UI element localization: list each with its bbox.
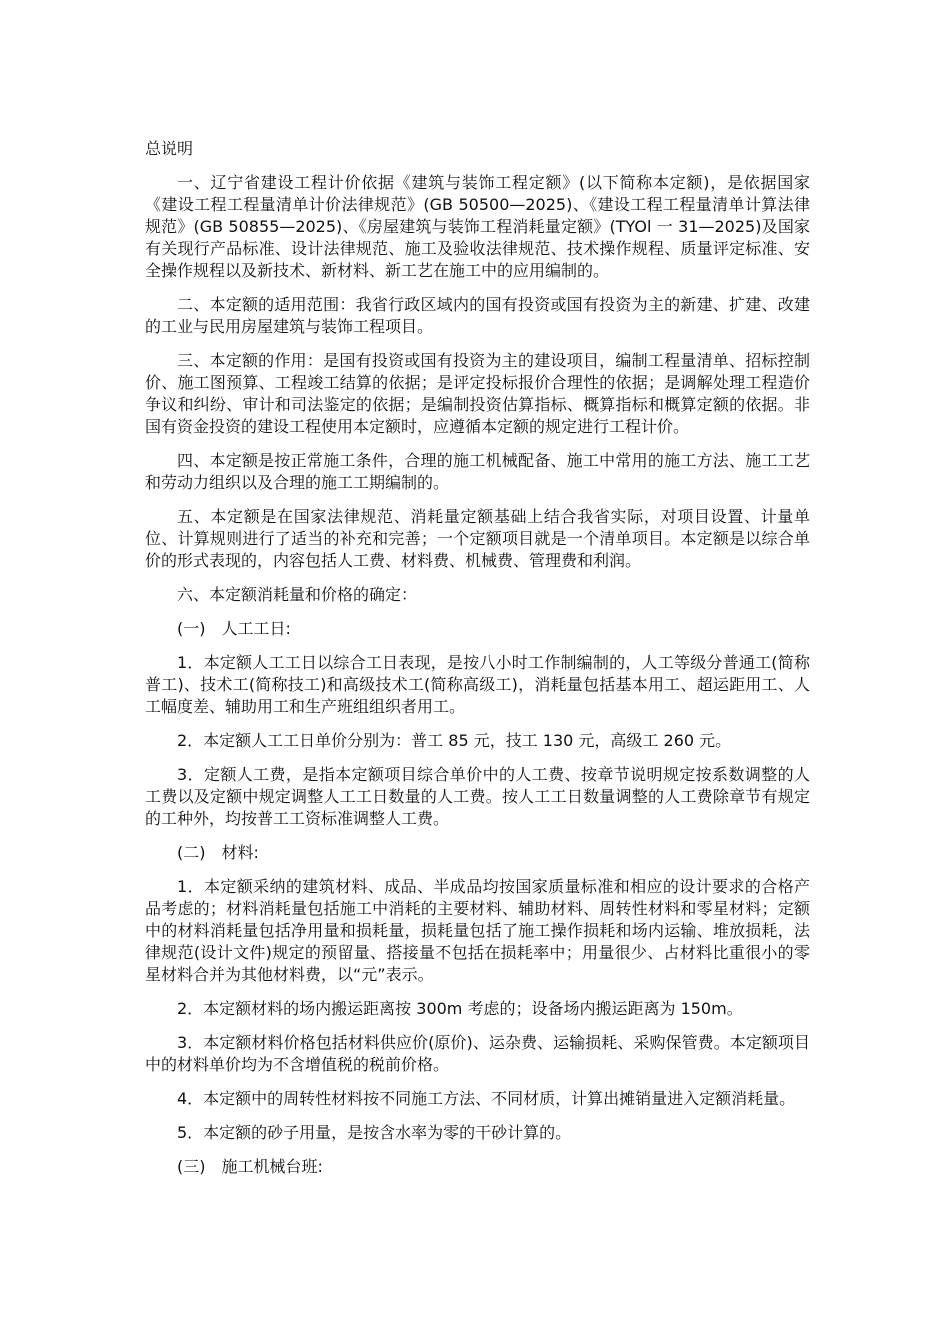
paragraph: 1．本定额人工工日以综合工日表现，是按八小时工作制编制的，人工等级分普通工(简称普工)、技术工(简称技工)和高级技术工(简称高级工)，消耗量包括基本用工、超运距用工、人工幅度差、辅助用工和生产班组组织者用工。 [145,653,810,716]
section-heading: (二) 材料: [177,843,259,862]
paragraph: 4．本定额中的周转性材料按不同施工方法、不同材质，计算出摊销量进入定额消耗量。 [177,1089,796,1108]
paragraph: 三、本定额的作用：是国有投资或国有投资为主的建设项目，编制工程量清单、招标控制价、施工图预算、工程竣工结算的依据；是评定投标报价合理性的依据；是调解处理工程造价争议和纠纷、审计和司法鉴定的依据；是编制投资估算指标、概算指标和概算定额的依据。非国有资金投资的建设工程使用本定额时，应遵循本定额的规定进行工程计价。 [145,351,810,436]
document-title: 总说明 [145,139,194,158]
paragraph: 3．本定额材料价格包括材料供应价(原价)、运杂费、运输损耗、采购保管费。本定额项目中的材料单价均为不含增值税的税前价格。 [145,1033,810,1074]
document-page [145,138,810,1190]
section-heading: (一) 人工工日: [177,619,291,638]
paragraph: 二、本定额的适用范围：我省行政区域内的国有投资或国有投资为主的新建、扩建、改建的工业与民用房屋建筑与装饰工程项目。 [145,295,810,336]
paragraph: 2．本定额人工工日单价分别为：普工 85 元，技工 130 元，高级工 260 元。 [177,731,732,750]
paragraph: 2．本定额材料的场内搬运距离按 300m 考虑的；设备场内搬运距离为 150m。 [177,999,743,1018]
paragraph: 3．定额人工费，是指本定额项目综合单价中的人工费、按章节说明规定按系数调整的人工费以及定额中规定调整人工工日数量的人工费。按人工工日数量调整的人工费除章节有规定的工种外，均按普工工资标准调整人工费。 [145,765,810,828]
paragraph: 四、本定额是按正常施工条件，合理的施工机械配备、施工中常用的施工方法、施工工艺和劳动力组织以及合理的施工工期编制的。 [145,451,810,492]
paragraph: 一、辽宁省建设工程计价依据《建筑与装饰工程定额》(以下简称本定额)，是依据国家《建设工程工程量清单计价法律规范》(GB 50500—2025)、《建设工程工程量清单计算法律规范》(GB 50855—2025)、《房屋建筑与装饰工程消耗量定额》(TYOl 一 31—2025)及国家有关现行产品标准、设计法律规范、施工及验收法律规范、技术操作规程、质量评定标准、安全操作规程以及新技术、新材料、新工艺在施工中的应用编制的。 [145,173,810,280]
section-heading: (三) 施工机械台班: [177,1157,323,1176]
paragraph: 五、本定额是在国家法律规范、消耗量定额基础上结合我省实际，对项目设置、计量单位、计算规则进行了适当的补充和完善；一个定额项目就是一个清单项目。本定额是以综合单价的形式表现的，内容包括人工费、材料费、机械费、管理费和利润。 [145,507,810,570]
paragraph: 1．本定额采纳的建筑材料、成品、半成品均按国家质量标准和相应的设计要求的合格产品考虑的；材料消耗量包括施工中消耗的主要材料、辅助材料、周转性材料和零星材料；定额中的材料消耗量包括净用量和损耗量，损耗量包括了施工操作损耗和场内运输、堆放损耗，法律规范(设计文件)规定的预留量、搭接量不包括在损耗率中；用量很少、占材料比重很小的零星材料合并为其他材料费，以“元”表示。 [145,877,810,984]
paragraph: 5．本定额的砂子用量，是按含水率为零的干砂计算的。 [177,1123,572,1142]
paragraph: 六、本定额消耗量和价格的确定： [177,585,418,604]
